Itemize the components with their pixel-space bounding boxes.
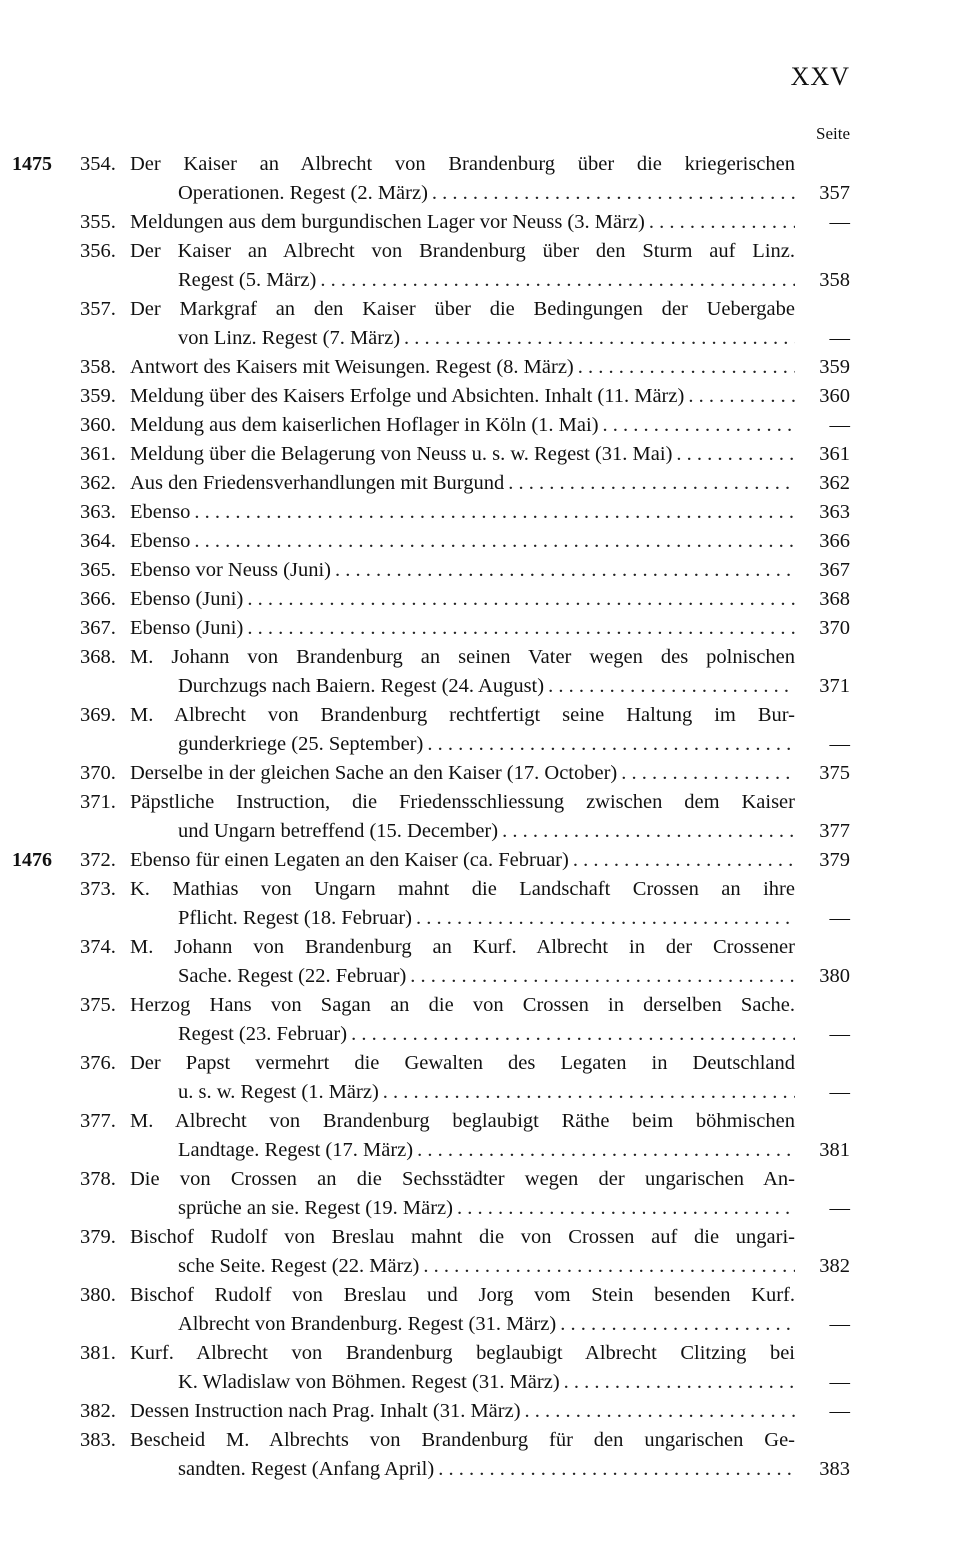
page-number: XXV (790, 62, 850, 91)
page-column-label: Seite (816, 124, 850, 143)
toc-entry-text: Sache. Regest (22. Februar) (178, 965, 407, 987)
toc-entry-line (0, 469, 960, 498)
toc-entry-line (0, 1397, 960, 1426)
toc-entry-text: Meldungen aus dem burgundischen Lager vor Neuss (3. März) (130, 211, 645, 233)
leader-dots (573, 846, 795, 875)
toc-entry (0, 991, 960, 1049)
toc-entry-text: Durchzugs nach Baiern. Regest (24. August) (178, 675, 545, 697)
leader-dots (603, 411, 795, 440)
toc-entry-text: Bescheid M. Albrechts von Brandenburg für den ungarischen Ge- (130, 1429, 795, 1451)
toc-entry (0, 527, 960, 556)
toc-entry-line (0, 1281, 960, 1310)
toc-entry-number: 371. (80, 791, 116, 813)
toc-entry-line (0, 1368, 960, 1397)
toc-page-number: — (829, 733, 850, 755)
toc-entry-line (0, 295, 960, 324)
toc-entry-line (0, 933, 960, 962)
leader-dots (438, 1455, 795, 1484)
leader-dots (351, 1020, 795, 1049)
leader-dots (427, 730, 795, 759)
toc-entry-text: Albrecht von Brandenburg. Regest (31. März) (178, 1313, 557, 1335)
toc-entry-text: Landtage. Regest (17. März) (178, 1139, 414, 1161)
leader-dots (432, 179, 795, 208)
toc-entry-line (0, 672, 960, 701)
toc-entry (0, 1165, 960, 1223)
toc-entry-number: 355. (80, 211, 116, 233)
toc-entry-number: 379. (80, 1226, 116, 1248)
toc-entry-text: Der Kaiser an Albrecht von Brandenburg über die kriegerischen (130, 153, 795, 175)
toc-entry-line (0, 527, 960, 556)
toc-entry-line (0, 846, 960, 875)
toc-page-number: 382 (819, 1255, 850, 1277)
toc-entry (0, 295, 960, 353)
toc-page-number: 360 (819, 385, 850, 407)
toc-entry (0, 411, 960, 440)
leader-dots (564, 1368, 795, 1397)
toc-entry (0, 1339, 960, 1397)
toc-page-number: — (829, 1313, 850, 1335)
toc-entry-line (0, 1426, 960, 1455)
toc-entry-number: 360. (80, 414, 116, 436)
toc-entry-number: 364. (80, 530, 116, 552)
toc-entry-line (0, 382, 960, 411)
toc-page-number: 383 (819, 1458, 850, 1480)
toc-page-number: — (829, 1400, 850, 1422)
toc-entry-text: und Ungarn betreffend (15. December) (178, 820, 499, 842)
leader-dots (578, 353, 795, 382)
toc-entry-text: gunderkriege (25. September) (178, 733, 424, 755)
toc-entry (0, 614, 960, 643)
toc-entry-number: 359. (80, 385, 116, 407)
toc-entry-text: M. Johann von Brandenburg an seinen Vater wegen des polnischen (130, 646, 795, 668)
toc-entry-number: 378. (80, 1168, 116, 1190)
toc-entry-text: Regest (5. März) (178, 269, 317, 291)
toc-entry (0, 759, 960, 788)
leader-dots (335, 556, 795, 585)
toc-entry-number: 370. (80, 762, 116, 784)
toc-entry (0, 440, 960, 469)
toc-entry-number: 368. (80, 646, 116, 668)
toc-entry-text: sche Seite. Regest (22. März) (178, 1255, 420, 1277)
toc-entry-text: Antwort des Kaisers mit Weisungen. Regest (8. März) (130, 356, 574, 378)
toc-entry-text: Operationen. Regest (2. März) (178, 182, 428, 204)
leader-dots (502, 817, 795, 846)
toc-page-number: 359 (819, 356, 850, 378)
toc-entry-line (0, 904, 960, 933)
toc-page-number: — (829, 1081, 850, 1103)
toc-entry (0, 1049, 960, 1107)
toc-entry-line (0, 440, 960, 469)
toc-page-number: — (829, 1023, 850, 1045)
toc-entry-text: Meldung über die Belagerung von Neuss u. s. w. Regest (31. Mai) (130, 443, 673, 465)
toc-entry-text: Aus den Friedensverhandlungen mit Burgund (130, 472, 505, 494)
toc-page-number: 380 (819, 965, 850, 987)
toc-page-number: 363 (819, 501, 850, 523)
toc-entry-text: Päpstliche Instruction, die Friedensschliessung zwischen dem Kaiser (130, 791, 795, 813)
toc-entry-text: Die von Crossen an die Sechsstädter wegen der ungarischen An- (130, 1168, 795, 1190)
toc-page-number: 366 (819, 530, 850, 552)
toc-page-number: 370 (819, 617, 850, 639)
toc-entry-line (0, 1194, 960, 1223)
toc-entry-line (0, 1107, 960, 1136)
leader-dots (404, 324, 795, 353)
toc-page-number: — (829, 907, 850, 929)
toc-page-number: — (829, 1371, 850, 1393)
leader-dots (560, 1310, 795, 1339)
toc-page-number: — (829, 211, 850, 233)
toc-entry-line (0, 1020, 960, 1049)
toc-page-number: — (829, 414, 850, 436)
leader-dots (508, 469, 795, 498)
toc-entry-text: Ebenso (130, 501, 191, 523)
toc-entry-text: Pflicht. Regest (18. Februar) (178, 907, 412, 929)
leader-dots (194, 527, 795, 556)
toc-entry-number: 356. (80, 240, 116, 262)
toc-entry-number: 367. (80, 617, 116, 639)
toc-page-number: — (829, 1197, 850, 1219)
toc-entry (0, 208, 960, 237)
toc-entry-text: Der Kaiser an Albrecht von Brandenburg über den Sturm auf Linz. (130, 240, 795, 262)
leader-dots (688, 382, 795, 411)
toc-entry-text: Ebenso (130, 530, 191, 552)
toc-entry-text: sandten. Regest (Anfang April) (178, 1458, 435, 1480)
toc-year: 1476 (12, 849, 52, 871)
toc-entry-text: Herzog Hans von Sagan an die von Crossen in derselben Sache. (130, 994, 795, 1016)
toc-entry-line (0, 788, 960, 817)
toc-page-number: 367 (819, 559, 850, 581)
toc-entry-line (0, 150, 960, 179)
leader-dots (320, 266, 795, 295)
leader-dots (457, 1194, 795, 1223)
toc-entry-number: 381. (80, 1342, 116, 1364)
leader-dots (410, 962, 795, 991)
toc-page-number: 357 (819, 182, 850, 204)
toc-entry (0, 382, 960, 411)
toc-entry-line (0, 1310, 960, 1339)
toc-entry (0, 353, 960, 382)
toc-entry-text: Der Papst vermehrt die Gewalten des Legaten in Deutschland (130, 1052, 795, 1074)
toc-entry-line (0, 1165, 960, 1194)
toc-year: 1475 (12, 153, 52, 175)
toc-page-number: 377 (819, 820, 850, 842)
toc-entry-line (0, 411, 960, 440)
toc-entry (0, 643, 960, 701)
toc-entry-line (0, 817, 960, 846)
toc-entry-text: Meldung aus dem kaiserlichen Hoflager in Köln (1. Mai) (130, 414, 599, 436)
toc-entry-text: Regest (23. Februar) (178, 1023, 348, 1045)
toc-entry-number: 372. (80, 849, 116, 871)
toc-entry-line (0, 875, 960, 904)
leader-dots (548, 672, 795, 701)
leader-dots (621, 759, 795, 788)
toc-entry-text: sprüche an sie. Regest (19. März) (178, 1197, 453, 1219)
toc-entry-text: Ebenso (Juni) (130, 617, 244, 639)
leader-dots (423, 1252, 795, 1281)
toc-entry-line (0, 498, 960, 527)
toc-entry (0, 875, 960, 933)
toc-entry-number: 376. (80, 1052, 116, 1074)
toc-page-number: — (829, 327, 850, 349)
toc-entry (0, 1223, 960, 1281)
toc-page-number: 371 (819, 675, 850, 697)
toc-entry-text: Bischof Rudolf von Breslau mahnt die von Crossen auf die ungari- (130, 1226, 795, 1248)
toc-entry-line (0, 237, 960, 266)
toc-entry (0, 933, 960, 991)
toc-entry-line (0, 1223, 960, 1252)
toc-entry (0, 1281, 960, 1339)
leader-dots (383, 1078, 795, 1107)
toc-entry-line (0, 353, 960, 382)
toc-entry-line (0, 556, 960, 585)
toc-entry (0, 701, 960, 759)
toc-entry (0, 150, 960, 208)
toc-entry-line (0, 266, 960, 295)
toc-entry-text: K. Mathias von Ungarn mahnt die Landschaft Crossen an ihre (130, 878, 795, 900)
toc-entry-line (0, 614, 960, 643)
toc-entry-text: Ebenso (Juni) (130, 588, 244, 610)
leader-dots (194, 498, 795, 527)
leader-dots (416, 904, 795, 933)
toc-entry-text: Meldung über des Kaisers Erfolge und Absichten. Inhalt (11. März) (130, 385, 685, 407)
toc-entry-text: M. Albrecht von Brandenburg rechtfertigt seine Haltung im Bur- (130, 704, 795, 726)
toc-entry-number: 358. (80, 356, 116, 378)
toc-page-number: 379 (819, 849, 850, 871)
toc-entry-number: 380. (80, 1284, 116, 1306)
toc-entry-line (0, 1252, 960, 1281)
toc-entry-text: Kurf. Albrecht von Brandenburg beglaubigt Albrecht Clitzing bei (130, 1342, 795, 1364)
toc-page-number: 368 (819, 588, 850, 610)
toc-entry-number: 377. (80, 1110, 116, 1132)
toc-page-number: 358 (819, 269, 850, 291)
toc-entry-text: Dessen Instruction nach Prag. Inhalt (31. März) (130, 1400, 521, 1422)
toc-entry-line (0, 208, 960, 237)
toc-entry (0, 498, 960, 527)
toc-entry (0, 1397, 960, 1426)
toc-entry (0, 556, 960, 585)
toc-entry-line (0, 1136, 960, 1165)
toc-entry-text: M. Johann von Brandenburg an Kurf. Albrecht in der Crossener (130, 936, 795, 958)
toc-page-number: 362 (819, 472, 850, 494)
toc-entry (0, 846, 960, 875)
toc-entry-number: 383. (80, 1429, 116, 1451)
toc-entry (0, 469, 960, 498)
toc-entry-line (0, 1049, 960, 1078)
toc-entry-line (0, 701, 960, 730)
toc-entry-number: 369. (80, 704, 116, 726)
toc-entry-text: Ebenso vor Neuss (Juni) (130, 559, 331, 581)
leader-dots (676, 440, 795, 469)
leader-dots (417, 1136, 795, 1165)
toc-entry (0, 237, 960, 295)
toc-entry-line (0, 991, 960, 1020)
toc-entry-number: 361. (80, 443, 116, 465)
toc-entry-line (0, 962, 960, 991)
leader-dots (247, 614, 795, 643)
toc-entry-line (0, 1078, 960, 1107)
toc-entry (0, 1107, 960, 1165)
toc-entry-number: 363. (80, 501, 116, 523)
toc-entry-line (0, 324, 960, 353)
toc-entry-text: M. Albrecht von Brandenburg beglaubigt Räthe beim böhmischen (130, 1110, 795, 1132)
toc-entry (0, 585, 960, 614)
toc-entry-number: 357. (80, 298, 116, 320)
toc-entry (0, 1426, 960, 1484)
toc-entry-line (0, 759, 960, 788)
toc-entry-line (0, 643, 960, 672)
toc-entry-text: Bischof Rudolf von Breslau und Jorg vom Stein besenden Kurf. (130, 1284, 795, 1306)
toc-page-number: 375 (819, 762, 850, 784)
toc-entry-line (0, 179, 960, 208)
toc-entry-text: Ebenso für einen Legaten an den Kaiser (ca. Februar) (130, 849, 569, 871)
toc-entry-number: 375. (80, 994, 116, 1016)
toc-entry-line (0, 1455, 960, 1484)
toc-entry-line (0, 585, 960, 614)
toc-entry-number: 374. (80, 936, 116, 958)
toc-entry-number: 354. (80, 153, 116, 175)
toc-entry-number: 373. (80, 878, 116, 900)
toc-page-number: 381 (819, 1139, 850, 1161)
toc-entry-number: 366. (80, 588, 116, 610)
toc-entry-line (0, 1339, 960, 1368)
toc-entry-text: Derselbe in der gleichen Sache an den Kaiser (17. October) (130, 762, 618, 784)
toc-entry-number: 365. (80, 559, 116, 581)
toc-entry (0, 788, 960, 846)
toc-entry-text: u. s. w. Regest (1. März) (178, 1081, 379, 1103)
leader-dots (649, 208, 795, 237)
toc-page-number: 361 (819, 443, 850, 465)
toc-entry-text: Der Markgraf an den Kaiser über die Bedingungen der Uebergabe (130, 298, 795, 320)
leader-dots (247, 585, 795, 614)
toc-entry-text: von Linz. Regest (7. März) (178, 327, 401, 349)
toc-entry-number: 362. (80, 472, 116, 494)
leader-dots (525, 1397, 795, 1426)
toc-entry-number: 382. (80, 1400, 116, 1422)
toc-entry-line (0, 730, 960, 759)
toc-entry-text: K. Wladislaw von Böhmen. Regest (31. März) (178, 1371, 560, 1393)
table-of-contents (0, 150, 960, 1484)
